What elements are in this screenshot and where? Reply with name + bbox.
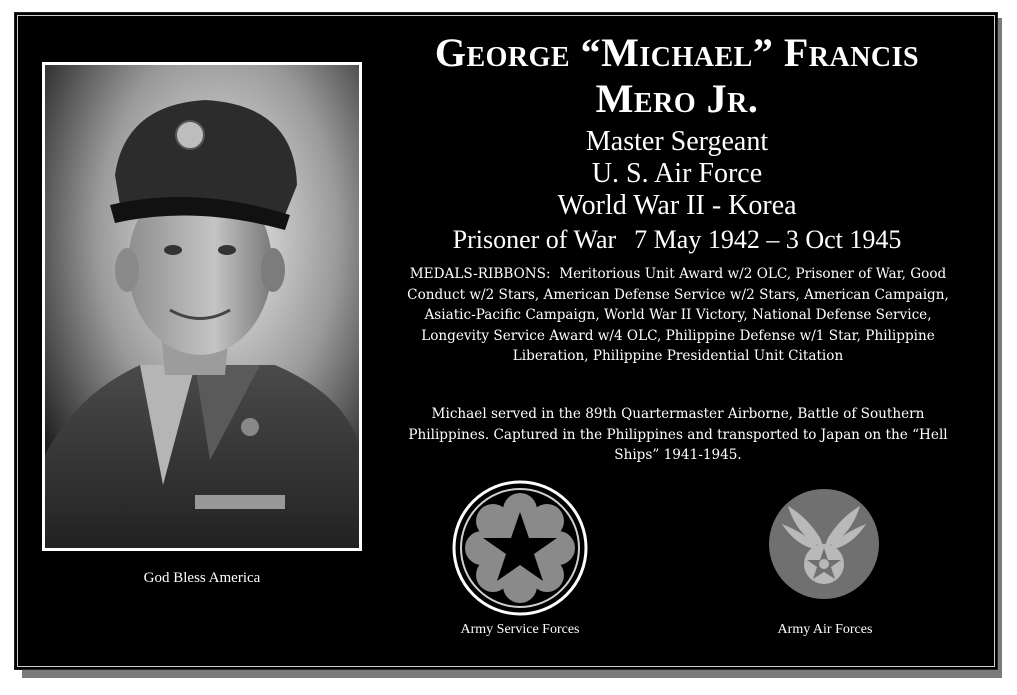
pow-line bbox=[380, 224, 974, 256]
medals-list: Meritorious Unit Award w/2 OLC, Prisoner of War, Good Conduct w/2 Stars, American Defense Service w/2 Stars, American Campaign, Asiatic-Pacific Campaign, World War II Victory, National Defense Service, Longevity Service Award w/4 OLC, Philippine Defense w/1 Star, Philippine Liberation, Philippine Presidential Unit Citation bbox=[407, 266, 949, 364]
pow-dates: 7 May 1942 – 3 Oct 1945 bbox=[634, 225, 902, 254]
service-era: World War II - Korea bbox=[557, 190, 797, 221]
pow-label: Prisoner of War bbox=[452, 225, 617, 254]
medals-ribbons bbox=[400, 264, 956, 367]
service-story: Michael served in the 89th Quartermaster Airborne, Battle of Southern Philippines. Captured in the Philippines and transported to Japan on the “Hell Ships” 1941-1945. bbox=[408, 406, 948, 463]
photo-caption: God Bless America bbox=[143, 570, 261, 586]
army-service-forces-icon bbox=[452, 480, 588, 616]
branch: U. S. Air Force bbox=[591, 158, 763, 189]
veteran-name-line2: Mero Jr. bbox=[595, 76, 759, 121]
veteran-name-line1: George “Michael” Francis bbox=[434, 30, 920, 75]
army-air-forces-icon bbox=[768, 488, 880, 600]
emblem-label-aaf: Army Air Forces bbox=[777, 622, 873, 637]
emblem-label-asf: Army Service Forces bbox=[460, 622, 580, 637]
rank: Master Sergeant bbox=[585, 126, 769, 157]
medals-heading: MEDALS-RIBBONS: bbox=[409, 266, 551, 282]
portrait-photo bbox=[42, 62, 362, 551]
